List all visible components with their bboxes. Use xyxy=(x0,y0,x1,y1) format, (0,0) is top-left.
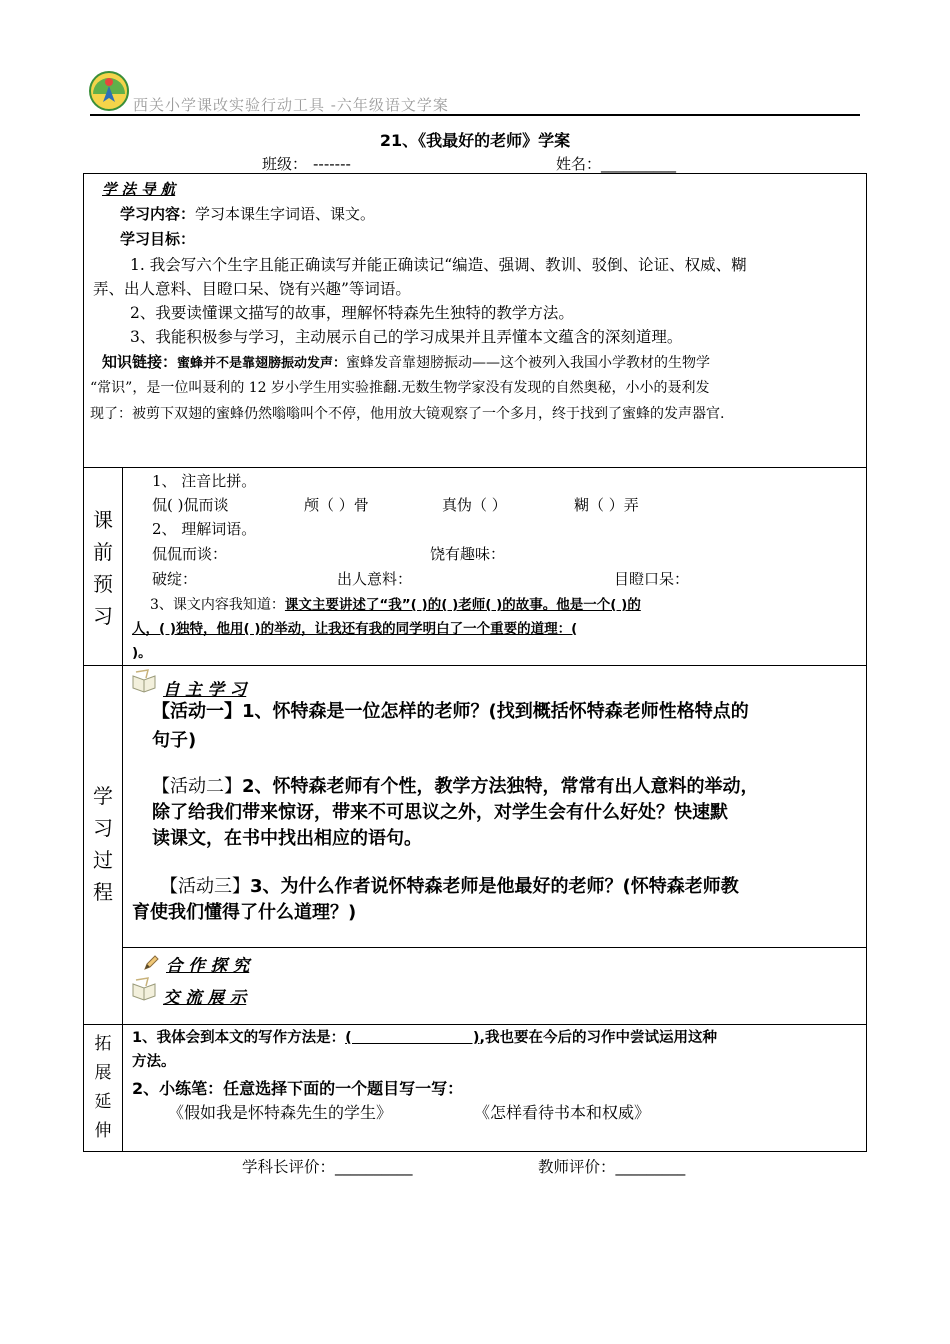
side-char: 程 xyxy=(93,880,113,904)
name-blank: __________ xyxy=(601,155,677,173)
side-char: 习 xyxy=(93,604,113,628)
activity-2-line-2: 除了给我们带来惊讶，带来不可思议之外，对学生会有什么好处？快速默 xyxy=(152,802,728,823)
activity-3-text: 3、为什么作者说怀特森老师是他最好的老师？(怀特森老师教 xyxy=(250,876,739,897)
self-study-heading: 自 主 学 习 xyxy=(163,680,247,699)
guide-heading: 学 法 导 航 xyxy=(102,182,176,198)
process-side-label xyxy=(83,780,123,908)
teacher-eval-blank: _________ xyxy=(615,1158,686,1176)
class-label: 班级： xyxy=(262,155,308,173)
preview-q3-prefix: 3、课文内容我知道： xyxy=(150,597,285,613)
school-header-text: 西关小学课改实验行动工具 -六年级语文学案 xyxy=(133,96,449,114)
name-field xyxy=(556,153,676,174)
extend-q1-blank: ( ) xyxy=(345,1030,480,1046)
activity-2-text: 2、怀特森老师有个性，教学方法独特，常常有出人意料的举动， xyxy=(242,776,759,797)
vocab-item: 侃侃而谈： xyxy=(152,545,228,563)
goal-3: 3、我能积极参与学习，主动展示自己的学习成果并且弄懂本文蕴含的深刻道理。 xyxy=(130,328,683,346)
side-char: 预 xyxy=(93,572,113,596)
preview-q2-title: 2、 理解词语。 xyxy=(152,520,257,538)
side-char: 习 xyxy=(93,816,113,840)
preview-q1-items xyxy=(152,494,852,517)
row-divider-process xyxy=(83,1024,867,1025)
knowledge-link-label: 知识链接： xyxy=(102,353,178,371)
extend-side-label xyxy=(83,1030,123,1146)
vocab-item: 破绽： xyxy=(152,570,198,588)
preview-q3-line-1 xyxy=(150,594,641,616)
pinyin-item: 侃( )侃而谈 xyxy=(152,496,229,514)
activity-3-line-2: 育使我们懂得了什么道理？) xyxy=(132,902,357,923)
knowledge-link-line-3: 现了：被剪下双翅的蜜蜂仍然嗡嗡叫个不停，他用放大镜观察了一个多月，终于找到了蜜蜂的发声器官. xyxy=(90,406,725,422)
preview-q3-line-3: )。 xyxy=(132,645,152,661)
vocab-item: 饶有趣味： xyxy=(430,545,506,563)
side-char: 前 xyxy=(93,540,113,564)
extend-q1-text-a: 1、我体会到本文的写作方法是： xyxy=(132,1030,346,1046)
goal-2: 2、我要读懂课文描写的故事，理解怀特森先生独特的教学方法。 xyxy=(130,304,574,322)
extend-q2: 2、小练笔：任意选择下面的一个题目写一写： xyxy=(132,1079,464,1098)
side-char: 延 xyxy=(94,1092,112,1112)
class-blank: ------- xyxy=(313,155,351,173)
knowledge-link-line-2: “常识”，是一位叫聂利的 12 岁小学生用实验推翻.无数生物学家没有发现的自然奥秘，小小的聂利发 xyxy=(90,380,710,396)
activity-1-line-2: 句子) xyxy=(152,730,197,751)
study-content-label: 学习内容： xyxy=(120,205,196,223)
row-divider-self-study xyxy=(122,947,867,948)
side-char: 伸 xyxy=(94,1121,112,1141)
goal-1-line-2: 弄、出人意料、目瞪口呆、饶有兴趣”等词语。 xyxy=(93,280,411,298)
activity-2-line-3: 读课文，在书中找出相应的语句。 xyxy=(152,828,422,849)
teacher-eval xyxy=(538,1155,685,1177)
side-char: 展 xyxy=(94,1063,112,1083)
activity-1-text: 1、怀特森是一位怎样的老师？(找到概括怀特森老师性格特点的 xyxy=(242,701,749,722)
book-icon xyxy=(130,668,158,694)
activity-2-tag: 【活动二】 xyxy=(152,776,242,797)
extend-q1-line-2: 方法。 xyxy=(132,1054,176,1070)
knowledge-link-bold: 蜜蜂并不是靠翅膀振动发声： xyxy=(177,356,347,371)
vocab-item: 出人意料： xyxy=(337,570,413,588)
study-content-text: 学习本课生字词语、课文。 xyxy=(195,205,376,223)
row-divider-preview xyxy=(83,665,867,666)
class-field xyxy=(262,153,351,174)
side-char: 拓 xyxy=(94,1034,112,1054)
school-logo-icon xyxy=(88,70,130,112)
subject-leader-label: 学科长评价： xyxy=(242,1158,336,1176)
side-char: 过 xyxy=(93,848,113,872)
teacher-eval-label: 教师评价： xyxy=(538,1158,616,1176)
pencil-icon xyxy=(142,954,160,972)
preview-q3-line-2: 人，( )独特，他用( )的举动，让我还有我的同学明白了一个重要的道理：( xyxy=(132,621,578,637)
preview-q1-title: 1、 注音比拼。 xyxy=(152,472,257,490)
table-border-left xyxy=(83,173,84,1152)
goal-1-line-1: 1. 我会写六个生字且能正确读写并能正确读记“编造、强调、教训、驳倒、论证、权威、糊 xyxy=(130,256,747,274)
side-char: 课 xyxy=(93,508,113,532)
activity-1-tag: 【活动一】 xyxy=(152,701,242,722)
study-content-row xyxy=(120,203,375,226)
topic-2: 《怎样看待书本和权威》 xyxy=(474,1103,651,1122)
knowledge-link-line-1 xyxy=(102,351,710,375)
page-title: 21、《我最好的老师》学案 xyxy=(379,131,571,150)
knowledge-link-text-1: 蜜蜂发音靠翅膀振动——这个被列入我国小学教材的生物学 xyxy=(346,355,711,371)
pinyin-item: 真伪（ ） xyxy=(442,496,507,514)
vocab-item: 目瞪口呆： xyxy=(614,570,690,588)
extend-q1-line-1 xyxy=(132,1027,717,1049)
row-divider-guide xyxy=(83,467,867,468)
book-icon xyxy=(130,976,158,1002)
subject-leader-eval xyxy=(242,1155,413,1177)
name-label: 姓名： xyxy=(556,155,602,173)
preview-q3-text-1: 课文主要讲述了“我”( )的( )老师( )的故事。他是一个( )的 xyxy=(284,597,641,613)
extend-q1-text-b: ,我也要在今后的习作中尝试运用这种 xyxy=(479,1030,718,1046)
activity-1-line-1 xyxy=(152,697,749,727)
subject-leader-blank: __________ xyxy=(335,1158,413,1176)
pinyin-item: 颅（ ）骨 xyxy=(304,496,369,514)
header-rule xyxy=(90,114,860,116)
cooperation-heading: 合 作 探 究 xyxy=(166,956,250,975)
presentation-heading: 交 流 展 示 xyxy=(163,988,247,1007)
table-border-top xyxy=(83,173,867,174)
side-char: 学 xyxy=(93,784,113,808)
preview-side-label xyxy=(83,504,123,632)
table-border-right xyxy=(866,173,867,1152)
topic-1: 《假如我是怀特森先生的学生》 xyxy=(168,1103,393,1122)
study-goals-label: 学习目标： xyxy=(120,230,196,248)
pinyin-item: 糊（ ）弄 xyxy=(574,496,639,514)
table-border-bottom xyxy=(83,1151,867,1152)
activity-3-tag: 【活动三】 xyxy=(160,876,250,897)
